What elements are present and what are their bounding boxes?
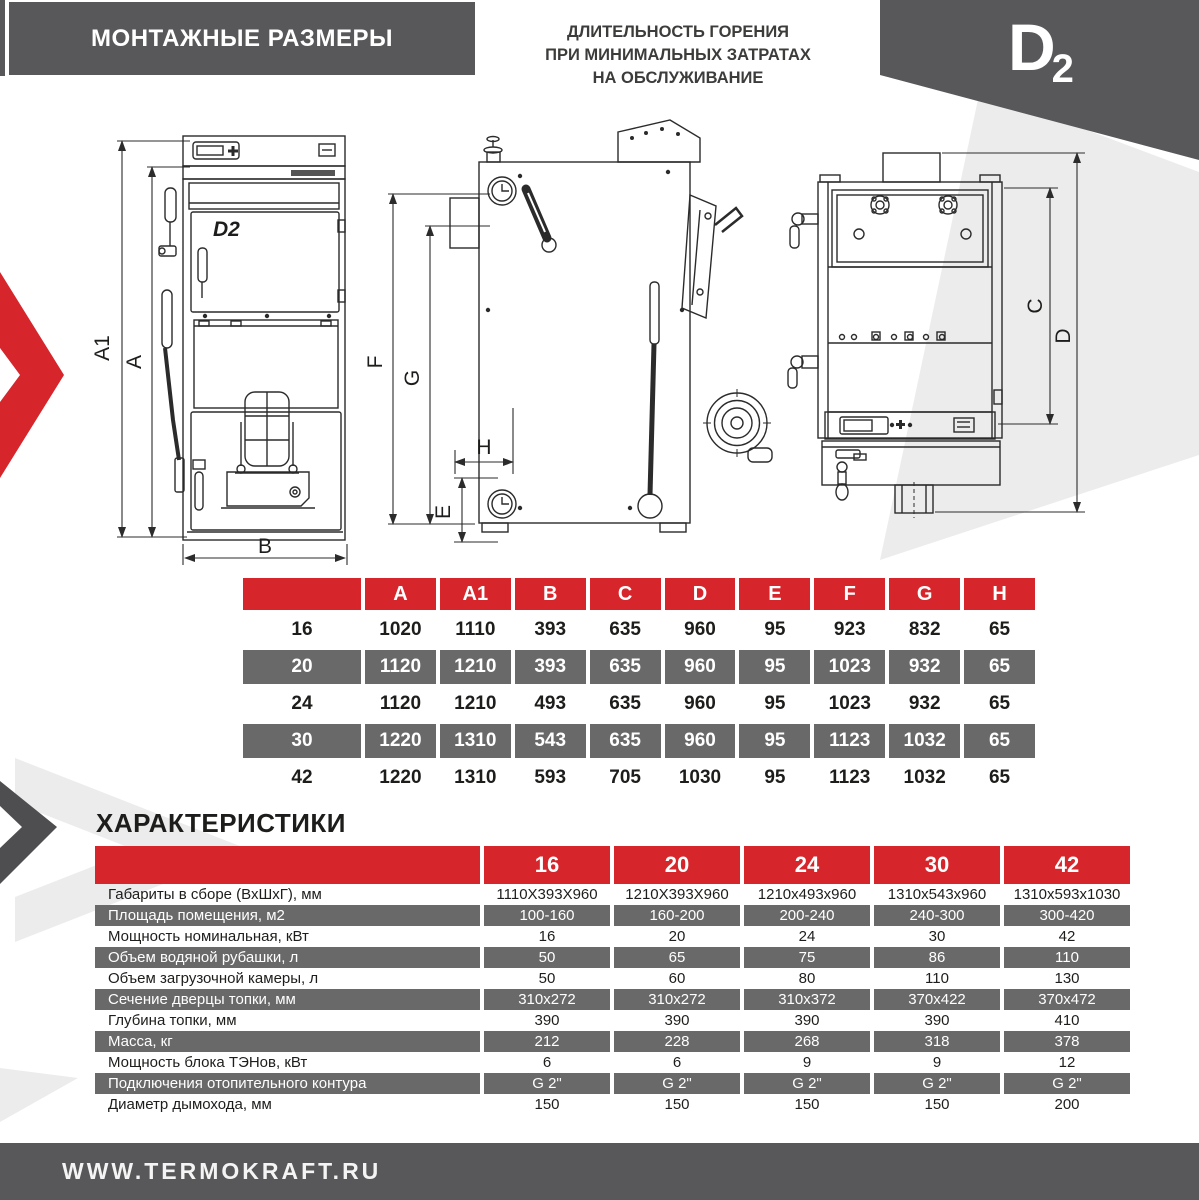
char-table-value-cell: G 2" <box>614 1073 740 1094</box>
dim-table-value-cell: 1123 <box>829 767 871 788</box>
char-table-value-cell: 378 <box>1004 1031 1130 1052</box>
header-edge-strip <box>0 0 5 76</box>
dim-label-a: A <box>123 354 146 370</box>
char-table-row-label: Объем загрузочной камеры, л <box>108 970 319 987</box>
characteristics-table <box>95 846 1130 1115</box>
dim-table-value-cell: 65 <box>964 724 1035 758</box>
characteristics-heading: ХАРАКТЕРИСТИКИ <box>96 808 346 838</box>
dim-table-value-cell: 1032 <box>903 767 946 788</box>
dim-table-value-cell: 65 <box>988 767 1011 788</box>
dim-table-column-header: H <box>964 578 1035 610</box>
footer-url: WWW.TERMOKRAFT.RU <box>62 1158 382 1184</box>
dim-label-b: B <box>257 535 273 558</box>
char-table-row-label: Площадь помещения, м2 <box>95 905 480 926</box>
rear-boiler-outline <box>788 153 1002 518</box>
tagline <box>527 21 829 90</box>
dim-table-value-cell: 635 <box>609 693 641 714</box>
char-table-value-cell: 6 <box>672 1054 682 1071</box>
dim-table-column-header: D <box>665 578 736 610</box>
char-table-row-label: Глубина топки, мм <box>108 1012 237 1029</box>
side-boiler-outline <box>450 120 772 532</box>
char-table-value-cell: 100-160 <box>484 905 610 926</box>
char-table-row-label: Объем водяной рубашки, л <box>95 947 480 968</box>
char-table-value-cell: 110 <box>1004 947 1130 968</box>
char-table-row-label: Габариты в сборе (ВхШхГ), мм <box>108 886 322 903</box>
char-table-value-cell: 200-240 <box>744 905 870 926</box>
page-title-box <box>9 2 475 75</box>
char-table-value-cell: 9 <box>802 1054 812 1071</box>
char-table-value-cell: G 2" <box>744 1073 870 1094</box>
dim-table-value-cell: 95 <box>764 767 786 788</box>
char-table-row-label: Мощность блока ТЭНов, кВт <box>108 1054 308 1071</box>
dim-table-model-cell: 30 <box>243 724 361 758</box>
char-table-value-cell: 60 <box>668 970 686 987</box>
char-table-value-cell: 80 <box>798 970 816 987</box>
dim-table-value-cell: 65 <box>964 650 1035 684</box>
dim-table-value-cell: 932 <box>908 693 941 714</box>
dim-table-value-cell: 95 <box>764 693 786 714</box>
dim-table-column-header: A <box>365 578 436 610</box>
char-table-value-cell: 370х472 <box>1004 989 1130 1010</box>
char-table-value-cell: 200 <box>1054 1096 1080 1113</box>
char-table-value-cell: 390 <box>924 1012 950 1029</box>
char-table-value-cell: 268 <box>744 1031 870 1052</box>
char-table-value-cell: 86 <box>874 947 1000 968</box>
dim-table-value-cell: 1110 <box>455 619 496 640</box>
dim-table-value-cell: 593 <box>534 767 567 788</box>
char-table-column-header: 20 <box>614 846 740 884</box>
dim-table-value-cell: 705 <box>609 767 641 788</box>
dim-table-value-cell: 1310 <box>454 767 497 788</box>
char-table-row-label: Мощность номинальная, кВт <box>108 928 309 945</box>
char-table-column-header: 16 <box>484 846 610 884</box>
dim-table-value-cell: 65 <box>988 619 1011 640</box>
dim-table-model-cell: 16 <box>291 619 313 640</box>
drawing-side-view <box>364 110 780 570</box>
dim-table-value-cell: 960 <box>665 650 736 684</box>
dim-table-value-cell: 635 <box>590 724 661 758</box>
char-table-value-cell: 310х272 <box>484 989 610 1010</box>
dim-table-value-cell: 1023 <box>814 650 885 684</box>
char-table-value-cell: 150 <box>534 1096 560 1113</box>
dim-table-value-cell: 1020 <box>379 619 422 640</box>
char-table-value-cell: 410 <box>1054 1012 1080 1029</box>
char-table-value-cell: 9 <box>932 1054 942 1071</box>
dim-table-column-header: C <box>590 578 661 610</box>
char-table-row-label: Сечение дверцы топки, мм <box>95 989 480 1010</box>
brand-logo-letter: D <box>1008 10 1056 84</box>
dim-table-value-cell: 1210 <box>440 650 511 684</box>
dim-table-value-cell: 960 <box>684 619 716 640</box>
dim-table-value-cell: 1310 <box>440 724 511 758</box>
char-table-value-cell: 130 <box>1054 970 1080 987</box>
char-table-value-cell: 75 <box>744 947 870 968</box>
tagline-line-3: НА ОБСЛУЖИВАНИЕ <box>592 69 764 87</box>
dim-label-e: E <box>432 504 455 520</box>
char-table-value-cell: 390 <box>534 1012 560 1029</box>
dim-table-value-cell: 493 <box>534 693 567 714</box>
brand-logo <box>1008 10 1078 91</box>
char-table-column-header: 24 <box>744 846 870 884</box>
side-dim-labels <box>364 356 492 519</box>
char-table-value-cell: 65 <box>614 947 740 968</box>
char-table-value-cell: 12 <box>1058 1054 1076 1071</box>
dim-label-a1: A1 <box>91 335 114 361</box>
dim-table-value-cell: 1120 <box>379 693 422 714</box>
char-table-value-cell: 1210Х393Х960 <box>625 886 729 903</box>
char-table-value-cell: 16 <box>538 928 556 945</box>
dimensions-table <box>243 578 1035 795</box>
dim-label-c: C <box>1024 298 1047 314</box>
dim-label-g: G <box>401 369 424 387</box>
dim-table-value-cell: 1210 <box>454 693 497 714</box>
light-corner-triangle <box>0 1068 78 1122</box>
dim-table-value-cell: 1120 <box>365 650 436 684</box>
dim-table-value-cell: 95 <box>764 619 786 640</box>
front-dimension-lines <box>117 141 347 565</box>
char-table-value-cell: 310х272 <box>614 989 740 1010</box>
char-table-value-cell: 150 <box>794 1096 820 1113</box>
dim-table-value-cell: 1032 <box>889 724 960 758</box>
char-table-value-cell: 228 <box>614 1031 740 1052</box>
dim-label-d: D <box>1052 328 1075 344</box>
char-table-value-cell: 240-300 <box>874 905 1000 926</box>
dim-table-value-cell: 1023 <box>828 693 871 714</box>
char-table-value-cell: 318 <box>874 1031 1000 1052</box>
char-table-value-cell: 42 <box>1058 928 1076 945</box>
dim-table-model-cell: 20 <box>243 650 361 684</box>
char-table-value-cell: 110 <box>925 970 949 987</box>
tagline-line-2: ПРИ МИНИМАЛЬНЫХ ЗАТРАТАХ <box>545 46 811 64</box>
char-table-value-cell: 1210х493х960 <box>757 886 857 903</box>
char-table-value-cell: 50 <box>484 947 610 968</box>
char-table-value-cell: 150 <box>664 1096 690 1113</box>
page-title: МОНТАЖНЫЕ РАЗМЕРЫ <box>91 24 393 52</box>
dim-label-h: H <box>476 436 492 459</box>
char-table-value-cell: 1310х593х1030 <box>1013 886 1121 903</box>
dim-table-column-header: F <box>814 578 885 610</box>
dim-table-value-cell: 923 <box>833 619 866 640</box>
dim-table-value-cell: 393 <box>534 619 567 640</box>
char-table-value-cell: 390 <box>664 1012 690 1029</box>
char-table-value-cell: G 2" <box>484 1073 610 1094</box>
drawing-rear-view <box>780 110 1110 570</box>
char-table-value-cell: 50 <box>538 970 556 987</box>
char-table-value-cell: 370х422 <box>874 989 1000 1010</box>
dim-table-value-cell: 960 <box>665 724 736 758</box>
char-table-value-cell: 24 <box>798 928 816 945</box>
drawing-front-view <box>91 120 395 570</box>
dim-table-value-cell: 960 <box>684 693 716 714</box>
front-boiler-outline <box>159 136 345 540</box>
dim-table-model-cell: 24 <box>291 693 313 714</box>
dim-table-column-header: E <box>739 578 810 610</box>
dim-table-column-header: A1 <box>440 578 511 610</box>
dim-label-f: F <box>364 355 387 369</box>
char-table-value-cell: 1110Х393Х960 <box>496 886 598 903</box>
dim-table-column-header: B <box>515 578 586 610</box>
dim-table-value-cell: 543 <box>515 724 586 758</box>
dim-table-value-cell: 1030 <box>678 767 722 788</box>
front-door-logo: D2 <box>213 218 240 241</box>
dim-table-value-cell: 932 <box>889 650 960 684</box>
char-table-value-cell: 390 <box>794 1012 820 1029</box>
char-table-corner-cell <box>95 846 480 884</box>
char-table-value-cell: 6 <box>542 1054 552 1071</box>
footer-bar <box>0 1143 1199 1200</box>
dim-table-corner-cell <box>243 578 361 610</box>
dim-table-model-cell: 42 <box>291 767 313 788</box>
dim-table-value-cell: 65 <box>988 693 1011 714</box>
dim-table-value-cell: 95 <box>739 650 810 684</box>
char-table-row-label: Масса, кг <box>95 1031 480 1052</box>
char-table-value-cell: 160-200 <box>614 905 740 926</box>
brand-logo-subscript: 2 <box>1051 47 1074 91</box>
dim-table-value-cell: 393 <box>515 650 586 684</box>
char-table-row-label: Диаметр дымохода, мм <box>108 1096 272 1113</box>
char-table-value-cell: G 2" <box>1004 1073 1130 1094</box>
char-table-value-cell: 212 <box>484 1031 610 1052</box>
char-table-row-label: Подключения отопительного контура <box>95 1073 480 1094</box>
char-table-value-cell: G 2" <box>874 1073 1000 1094</box>
char-table-value-cell: 30 <box>928 928 946 945</box>
red-chevron-shape <box>0 272 64 478</box>
dim-table-value-cell: 1123 <box>814 724 885 758</box>
dim-table-value-cell: 95 <box>739 724 810 758</box>
char-table-value-cell: 310х372 <box>744 989 870 1010</box>
char-table-value-cell: 150 <box>924 1096 950 1113</box>
char-table-value-cell: 300-420 <box>1004 905 1130 926</box>
dim-table-column-header: G <box>889 578 960 610</box>
dim-table-value-cell: 635 <box>590 650 661 684</box>
dim-table-value-cell: 832 <box>908 619 941 640</box>
dim-table-value-cell: 1220 <box>365 724 436 758</box>
char-table-value-cell: 20 <box>668 928 686 945</box>
dim-table-value-cell: 635 <box>609 619 641 640</box>
char-table-column-header: 42 <box>1004 846 1130 884</box>
dim-table-value-cell: 1220 <box>379 767 422 788</box>
char-table-column-header: 30 <box>874 846 1000 884</box>
tagline-line-1: ДЛИТЕЛЬНОСТЬ ГОРЕНИЯ <box>566 23 790 41</box>
char-table-value-cell: 1310х543х960 <box>887 886 987 903</box>
